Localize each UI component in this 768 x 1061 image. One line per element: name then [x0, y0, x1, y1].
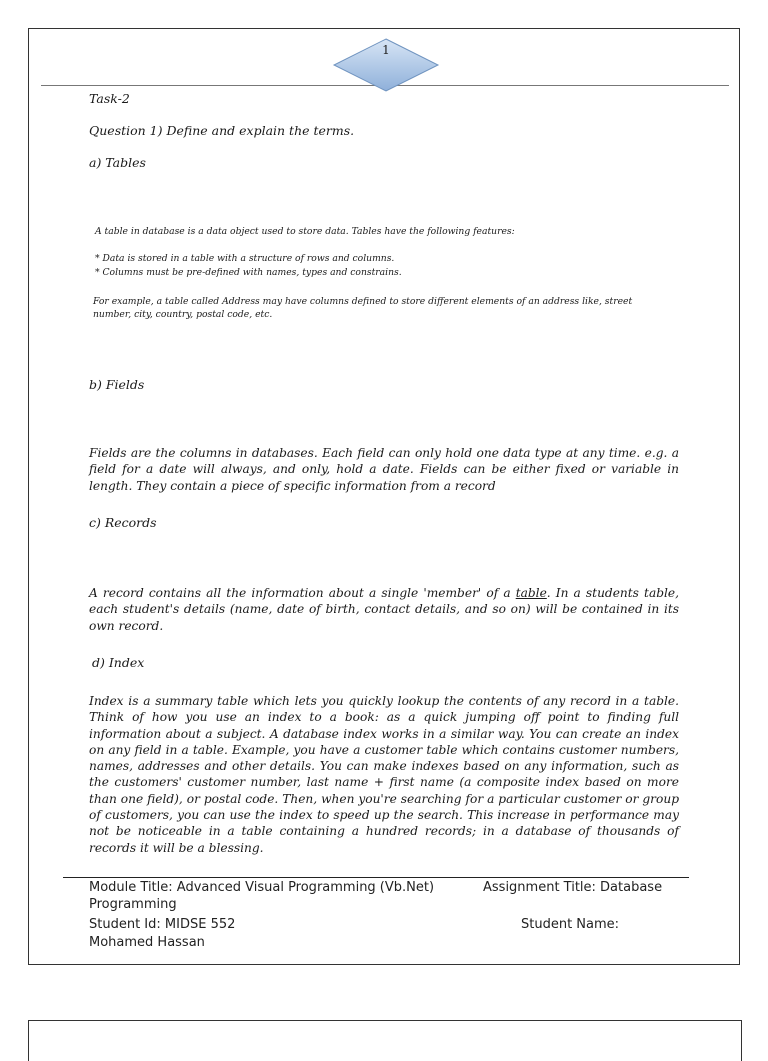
student-id: Student Id: MIDSE 552: [89, 917, 236, 932]
page-number: 1: [382, 43, 390, 57]
module-title: Module Title: Advanced Visual Programming (Vb.Net): [89, 880, 435, 895]
next-page-edge: [28, 1020, 742, 1061]
question-text: Question 1) Define and explain the terms.: [89, 123, 355, 138]
fields-body: Fields are the columns in databases. Each field can only hold one data type at any time. e.g. a field for a date will always, and only, hold a date. Fields can be either fixed or variable in length. They contain a piece of specific information from a record: [89, 446, 679, 493]
student-name-label: Student Name:: [521, 917, 620, 932]
assignment-title: Assignment Title: Database: [483, 880, 663, 895]
tables-bullet-1: * Data is stored in a table with a structure of rows and columns.: [95, 253, 395, 264]
fields-heading: b) Fields: [89, 377, 145, 392]
task-title: Task-2: [89, 91, 130, 106]
records-body: [89, 585, 679, 634]
table-link[interactable]: table: [515, 586, 547, 600]
tables-intro: A table in database is a data object used to store data. Tables have the following features:: [95, 226, 515, 237]
tables-bullet-2: * Columns must be pre-defined with names, types and constrains.: [95, 267, 402, 278]
document-page: [28, 28, 740, 965]
assignment-title-cont: Programming: [89, 897, 177, 912]
records-body-before: A record contains all the information about a single 'member' of a: [89, 586, 516, 600]
student-name: Mohamed Hassan: [89, 935, 205, 950]
footer-rule: [63, 877, 689, 878]
tables-heading: a) Tables: [89, 155, 146, 170]
records-heading: c) Records: [89, 515, 157, 530]
records-body-after: . In a students table, each student's details (name, date of birth, contact details, and so on) will be contained in its own record.: [89, 586, 679, 633]
tables-example: For example, a table called Address may have columns defined to store different elements of an address like, street number, city, country, postal code, etc.: [93, 296, 633, 320]
index-body: Index is a summary table which lets you quickly lookup the contents of any record in a table. Think of how you use an index to a book: as a quick jumping off point to finding full information about a subject. A database index works in a similar way. You can create an index on any field in a table. Example, you have a customer table which contains customer numbers, names, addresses and other details. You can make indexes based on any information, such as the customers' customer number, last name + first name (a composite index based on more than one field), or postal code. Then, when you're searching for a particular customer or group of customers, you can use the index to speed up the search. This increase in performance may not be noticeable in a table containing a hundred records; in a database of thousands of records it will be a blessing.: [89, 694, 679, 855]
index-heading: d) Index: [92, 655, 145, 670]
